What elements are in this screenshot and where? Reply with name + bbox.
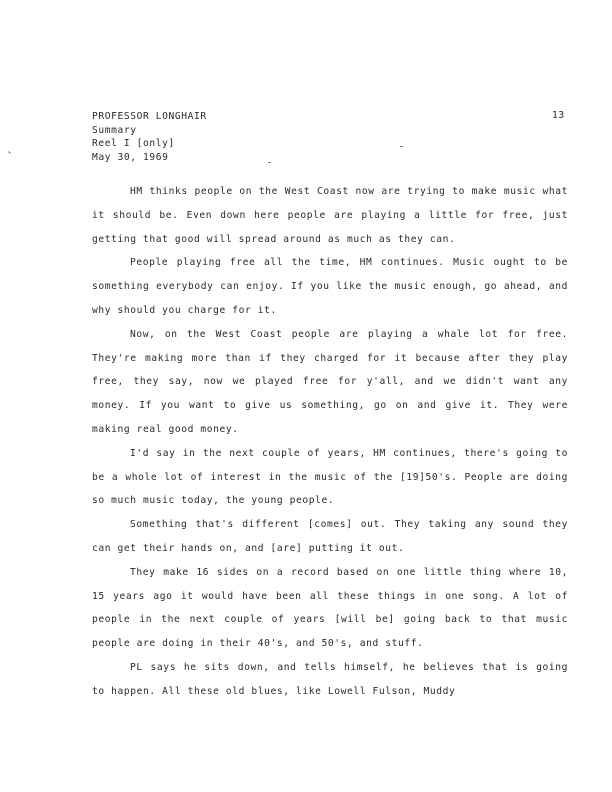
document-header	[92, 110, 207, 164]
page-number: 13	[552, 110, 565, 121]
document-type: Summary	[92, 124, 137, 136]
reel-info: Reel I [only]	[92, 138, 175, 149]
scan-speck	[8, 151, 11, 154]
paragraph: Now, on the West Coast people are playing a whale lot for free. They're making more than if they charged for it because after they play free, they say, now we played free for y'all, and we didn't want any money. If you want to give us something, go on and give it. They were making real good money.	[92, 328, 568, 435]
paragraph: Something that's different [comes] out. They taking any sound they can get their hands on, and [are] putting it out.	[92, 519, 568, 554]
summary-body	[92, 180, 568, 704]
paragraph: PL says he sits down, and tells himself, he believes that is going to happen. All these old blues, like Lowell Fulson, Muddy	[92, 661, 568, 697]
paragraph: I'd say in the next couple of years, HM continues, there's going to be a whole lot of interest in the music of the [19]50's. People are doing so much music today, the young people.	[92, 447, 568, 507]
interview-date: May 30, 1969	[92, 151, 169, 163]
interviewee-name: PROFESSOR LONGHAIR	[92, 111, 207, 122]
scan-speck	[400, 146, 403, 147]
paragraph: They make 16 sides on a record based on one little thing where 10, 15 years ago it would have been all these things in one song. A lot of people in the next couple of years [will be] going back to that music people are doing in their 40's, and 50's, and stuff.	[92, 566, 568, 650]
scan-speck	[268, 162, 271, 163]
paragraph: People playing free all the time, HM continues. Music ought to be something everybody can enjoy. If you like the music enough, go ahead, and why should you charge for it.	[92, 257, 568, 316]
paragraph: HM thinks people on the West Coast now are trying to make music what it should be. Even down here people are playing a little for free, just getting that good will spread around as much as they can.	[92, 186, 568, 245]
